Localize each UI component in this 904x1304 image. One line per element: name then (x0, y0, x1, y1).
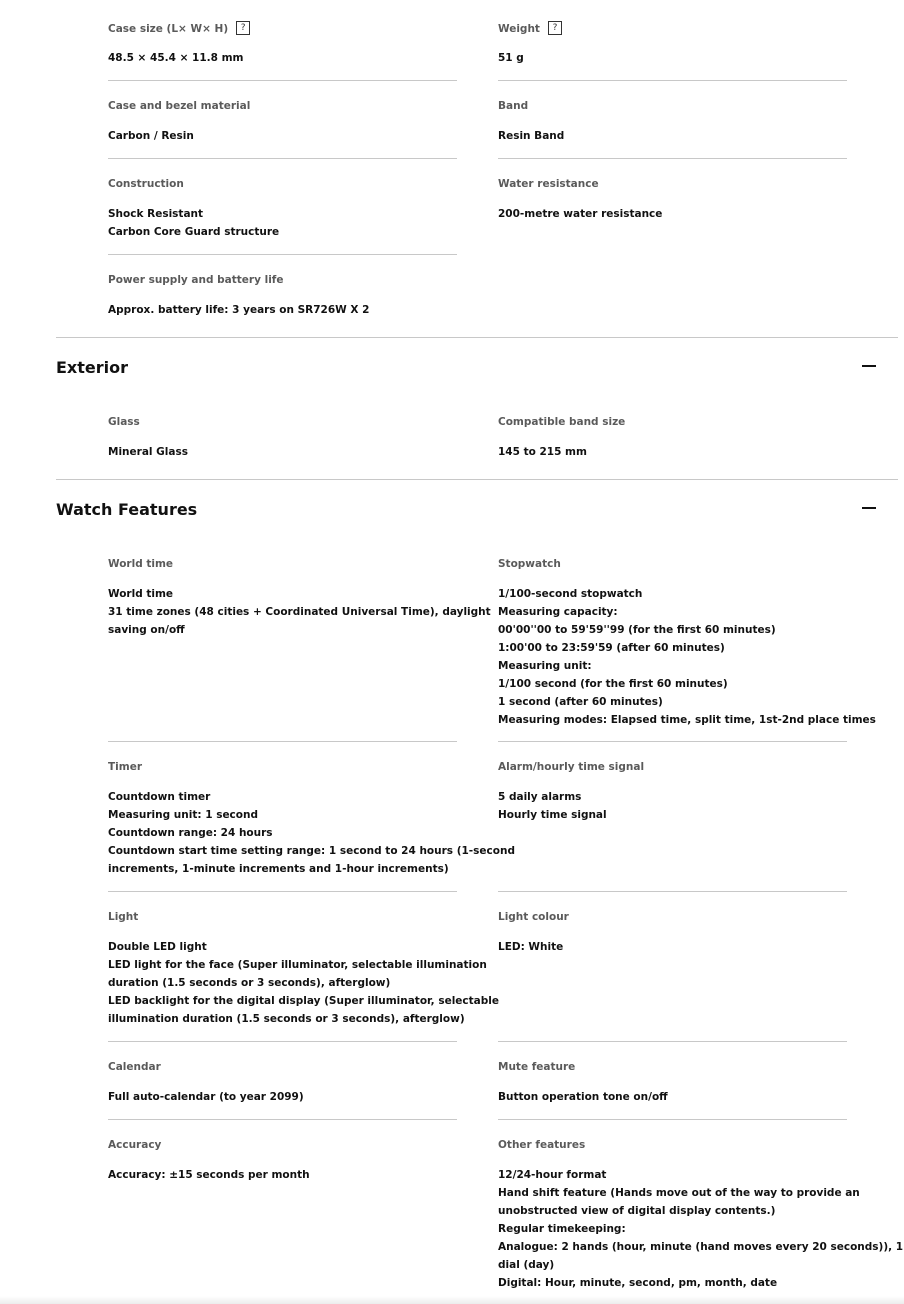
divider (108, 741, 457, 742)
spec-value-line: 00'00''00 to 59'59''99 (for the first 60 minutes) (498, 624, 776, 636)
spec-label: Alarm/hourly time signal (498, 761, 645, 773)
spec-value-line: Countdown range: 24 hours (108, 827, 273, 839)
divider (108, 1041, 457, 1042)
divider (498, 158, 847, 159)
spec-value-line: World time (108, 588, 174, 600)
bottom-fade (0, 1296, 904, 1304)
spec-label: Calendar (108, 1061, 161, 1073)
spec-value-line: 200-metre water resistance (498, 208, 663, 220)
spec-value-line: Measuring capacity: (498, 606, 618, 618)
spec-label: Construction (108, 178, 184, 190)
spec-value-line: Carbon / Resin (108, 130, 194, 142)
spec-label: Case size (L× W× H) (108, 23, 229, 35)
spec-value-line: Hourly time signal (498, 809, 607, 821)
spec-value (108, 938, 499, 1028)
spec-value (108, 443, 457, 461)
divider (108, 80, 457, 81)
spec-value-line: 5 daily alarms (498, 791, 582, 803)
spec-value-line: Full auto-calendar (to year 2099) (108, 1091, 304, 1103)
spec-value-line: Approx. battery life: 3 years on SR726W X 2 (108, 304, 370, 316)
spec-value (108, 1088, 457, 1106)
section-title-watch-features[interactable]: Watch Features (56, 500, 198, 519)
spec-value-line: Analogue: 2 hands (hour, minute (hand moves every 20 seconds)), 1 (498, 1241, 904, 1253)
spec-label: Case and bezel material (108, 100, 251, 112)
spec-label: Weight (498, 23, 540, 35)
spec-value (498, 443, 847, 461)
spec-value-line: Measuring unit: (498, 660, 592, 672)
divider (498, 1119, 847, 1120)
spec-value-line: illumination duration (1.5 seconds or 3 seconds), afterglow) (108, 1013, 465, 1025)
spec-value-line: increments, 1-minute increments and 1-hour increments) (108, 863, 449, 875)
spec-value (108, 205, 457, 241)
spec-label: Light (108, 911, 139, 923)
spec-value-line: Resin Band (498, 130, 565, 142)
collapse-icon[interactable] (861, 500, 877, 516)
spec-label: Timer (108, 761, 143, 773)
section-separator (56, 479, 898, 480)
spec-label: Light colour (498, 911, 569, 923)
spec-value (498, 1088, 847, 1106)
spec-value-line: Digital: Hour, minute, second, pm, month, date (498, 1277, 778, 1289)
spec-value-line: 1/100-second stopwatch (498, 588, 643, 600)
divider (498, 891, 847, 892)
spec-value (498, 585, 876, 729)
divider (108, 1119, 457, 1120)
divider (108, 254, 457, 255)
spec-value-line: Button operation tone on/off (498, 1091, 668, 1103)
spec-label: Glass (108, 416, 140, 428)
spec-value-line: Measuring unit: 1 second (108, 809, 258, 821)
spec-label: Power supply and battery life (108, 274, 284, 286)
spec-value-line: saving on/off (108, 624, 185, 636)
spec-value-line: Carbon Core Guard structure (108, 226, 280, 238)
spec-value-line: Mineral Glass (108, 446, 188, 458)
spec-label: World time (108, 558, 174, 570)
spec-value-line: 12/24-hour format (498, 1169, 607, 1181)
spec-value-line: 48.5 × 45.4 × 11.8 mm (108, 52, 244, 64)
spec-value (108, 301, 457, 319)
divider (498, 1041, 847, 1042)
spec-value (498, 938, 847, 956)
spec-value-line: 1:00'00 to 23:59'59 (after 60 minutes) (498, 642, 725, 654)
spec-value-line: unobstructed view of digital display contents.) (498, 1205, 776, 1217)
spec-value (108, 585, 491, 639)
spec-value-line: LED backlight for the digital display (Super illuminator, selectable (108, 995, 499, 1007)
spec-label: Mute feature (498, 1061, 576, 1073)
spec-value-line: 1/100 second (for the first 60 minutes) (498, 678, 728, 690)
spec-label: Compatible band size (498, 416, 626, 428)
spec-label: Band (498, 100, 529, 112)
spec-value (108, 1166, 457, 1184)
spec-value-line: 145 to 215 mm (498, 446, 587, 458)
spec-label: Stopwatch (498, 558, 561, 570)
spec-label: Water resistance (498, 178, 599, 190)
help-icon[interactable]: ? (548, 21, 562, 35)
spec-value-line: 31 time zones (48 cities + Coordinated Universal Time), daylight (108, 606, 491, 618)
spec-value-line: 1 second (after 60 minutes) (498, 696, 663, 708)
divider (498, 80, 847, 81)
spec-value-line: 51 g (498, 52, 524, 64)
divider (108, 891, 457, 892)
spec-value (498, 1166, 904, 1292)
spec-value (108, 127, 457, 145)
spec-value-line: duration (1.5 seconds or 3 seconds), afterglow) (108, 977, 391, 989)
section-separator (56, 337, 898, 338)
spec-value (498, 127, 847, 145)
spec-value (108, 49, 457, 67)
divider (498, 741, 847, 742)
spec-value (108, 788, 515, 878)
spec-value-line: Hand shift feature (Hands move out of the way to provide an (498, 1187, 860, 1199)
spec-value-line: Measuring modes: Elapsed time, split time, 1st-2nd place times (498, 714, 876, 726)
spec-label: Other features (498, 1139, 586, 1151)
collapse-icon[interactable] (861, 358, 877, 374)
section-title-exterior[interactable]: Exterior (56, 358, 129, 377)
spec-value (498, 49, 847, 67)
spec-value-line: dial (day) (498, 1259, 555, 1271)
spec-value (498, 788, 847, 824)
divider (108, 158, 457, 159)
spec-value-line: Accuracy: ±15 seconds per month (108, 1169, 310, 1181)
spec-value-line: Countdown start time setting range: 1 second to 24 hours (1-second (108, 845, 515, 857)
spec-value-line: LED: White (498, 941, 564, 953)
help-icon[interactable]: ? (236, 21, 250, 35)
spec-value (498, 205, 847, 223)
spec-label: Accuracy (108, 1139, 162, 1151)
spec-value-line: Regular timekeeping: (498, 1223, 626, 1235)
spec-value-line: Countdown timer (108, 791, 211, 803)
spec-value-line: Shock Resistant (108, 208, 204, 220)
spec-value-line: LED light for the face (Super illuminator, selectable illumination (108, 959, 487, 971)
spec-value-line: Double LED light (108, 941, 207, 953)
